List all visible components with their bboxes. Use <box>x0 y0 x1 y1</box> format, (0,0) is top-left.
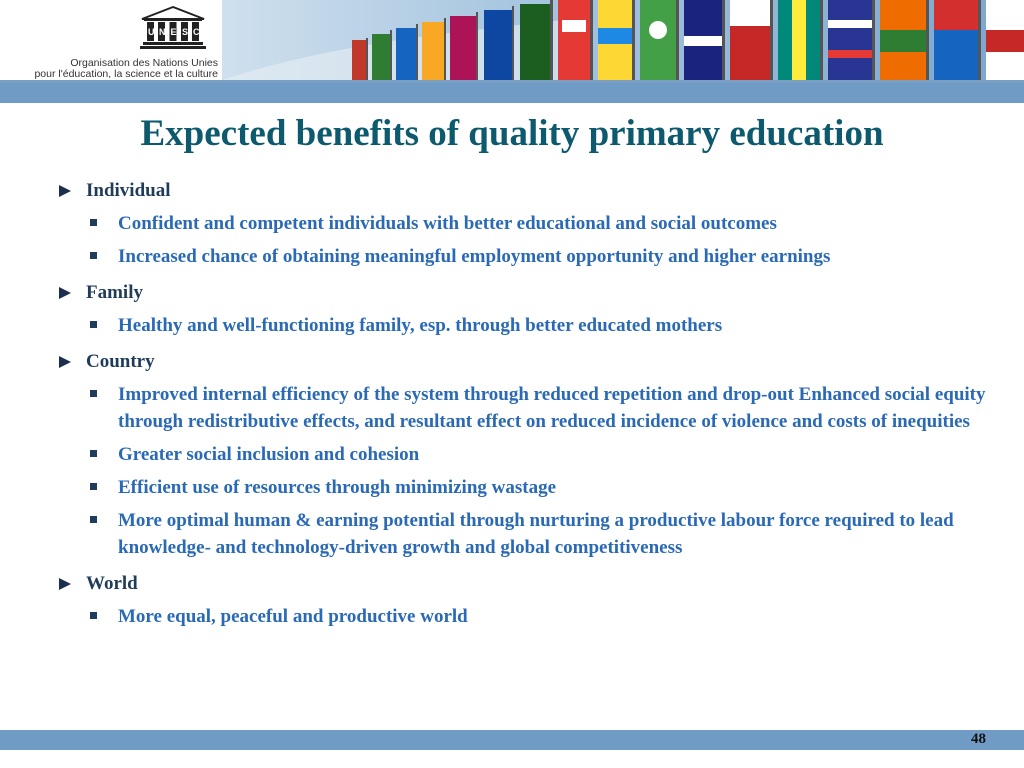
logo-letter: S <box>182 27 189 37</box>
section-individual <box>58 178 998 270</box>
triangle-arrow-icon <box>59 356 71 368</box>
section-heading-label: World <box>86 573 138 594</box>
logo-letter: N <box>159 27 166 37</box>
logo-letter: E <box>170 27 177 37</box>
list-item-text: Confident and competent individuals with better educational and social outcomes <box>118 213 777 234</box>
page-number: 48 <box>971 731 986 747</box>
section-world <box>58 571 998 630</box>
list-item-text: Healthy and well-functioning family, esp. through better educated mothers <box>118 315 723 336</box>
section-heading <box>58 349 998 375</box>
section-country <box>58 349 998 561</box>
slide-title: Expected benefits of quality primary education <box>140 113 884 154</box>
section-heading-label: Country <box>86 351 155 372</box>
section-heading <box>58 571 998 597</box>
list-item <box>58 441 998 468</box>
list-item <box>58 312 998 339</box>
list-item-text: Improved internal efficiency of the system through reduced repetition and drop-out Enhanced social equity through redistributive effects, and resultant effect on reduced incidence of violence and costs of inequities <box>118 384 986 432</box>
list-item-text: Increased chance of obtaining meaningful employment opportunity and higher earnings <box>118 246 831 267</box>
section-heading <box>58 280 998 306</box>
square-bullet-icon <box>90 516 97 523</box>
org-name-line1: Organisation des Nations Unies <box>70 57 218 69</box>
triangle-arrow-icon <box>59 578 71 590</box>
square-bullet-icon <box>90 483 97 490</box>
list-item <box>58 507 998 561</box>
list-item <box>58 603 998 630</box>
list-item <box>58 381 998 435</box>
triangle-arrow-icon <box>59 185 71 197</box>
square-bullet-icon <box>90 612 97 619</box>
square-bullet-icon <box>90 252 97 259</box>
logo-letter: C <box>193 27 200 37</box>
footer-band <box>0 730 1024 750</box>
bullet-list <box>58 178 998 640</box>
unesco-temple-icon <box>140 6 206 50</box>
logo-letter: U <box>148 27 155 37</box>
flags-banner-image <box>222 0 1024 80</box>
header-band <box>0 83 1024 103</box>
list-item <box>58 243 998 270</box>
list-item <box>58 474 998 501</box>
header <box>0 0 1024 80</box>
square-bullet-icon <box>90 219 97 226</box>
logo-area <box>0 0 222 80</box>
section-heading-label: Individual <box>86 180 171 201</box>
list-item-text: More optimal human & earning potential through nurturing a productive labour force required to lead knowledge- and technology-driven growth and global competitiveness <box>118 510 954 558</box>
list-item-text: More equal, peaceful and productive world <box>118 606 468 627</box>
list-item-text: Efficient use of resources through minimizing wastage <box>118 477 557 498</box>
section-family <box>58 280 998 339</box>
square-bullet-icon <box>90 450 97 457</box>
square-bullet-icon <box>90 321 97 328</box>
section-heading-label: Family <box>86 282 143 303</box>
section-heading <box>58 178 998 204</box>
triangle-arrow-icon <box>59 287 71 299</box>
org-name-line2: pour l'éducation, la science et la culture <box>34 68 218 80</box>
list-item-text: Greater social inclusion and cohesion <box>118 444 420 465</box>
list-item <box>58 210 998 237</box>
square-bullet-icon <box>90 390 97 397</box>
